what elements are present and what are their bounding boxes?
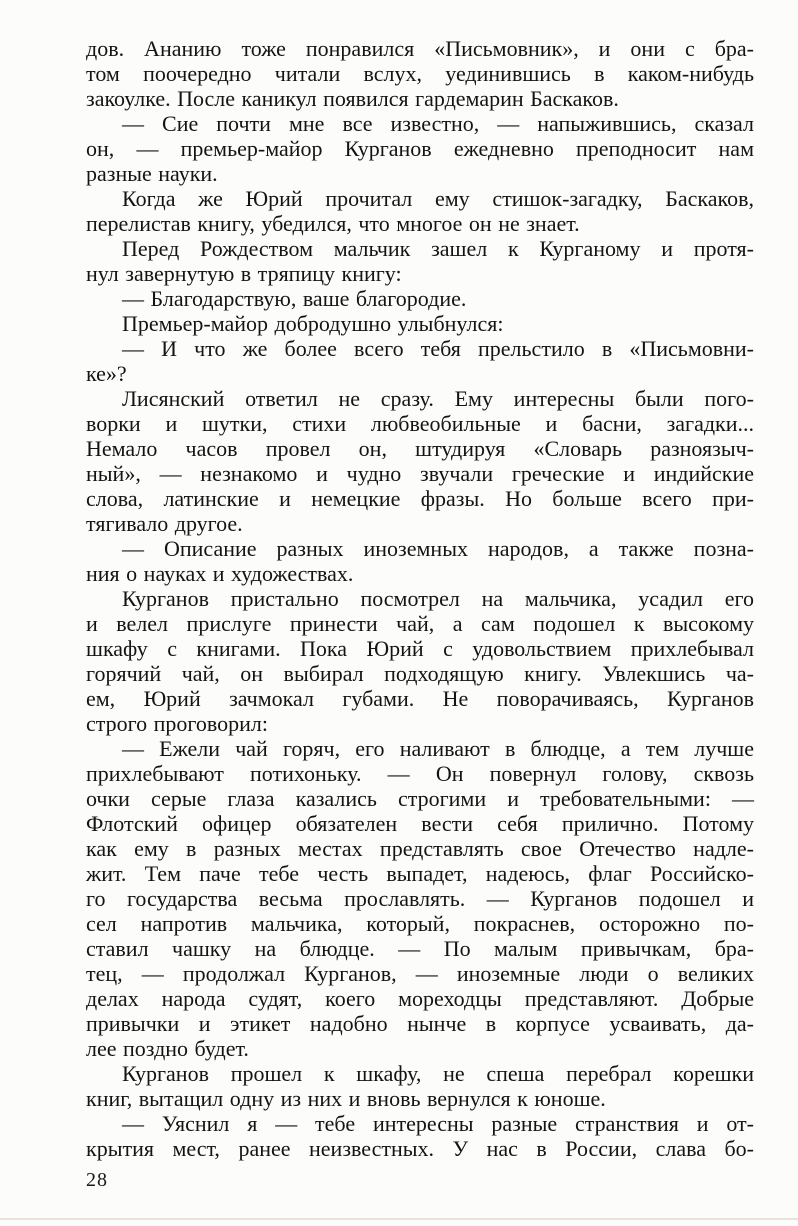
text-line: Курганов пристально посмотрел на мальчика, усадил его [122,586,754,611]
text-line: тягивало другое. [86,511,243,536]
text-line: Флотский офицер обязателен вести себя прилично. Потому [86,811,754,836]
text-line: делах народа судят, коего мореходцы представляют. Добрые [86,986,754,1011]
text-line: разные науки. [86,161,218,186]
text-line: Перед Рождеством мальчик зашел к Курганому и протя- [122,236,754,261]
page-number: 28 [86,1169,108,1191]
text-line: он, — премьер-майор Курганов ежедневно преподносит нам [86,136,754,161]
text-line: — И что же более всего тебя прельстило в «Письмовни- [122,336,754,361]
text-line: — Сие почти мне все известно, — напыжившись, сказал [122,111,754,136]
text-line: ворки и шутки, стихи любвеобильные и басни, загадки... [86,411,754,436]
text-line: очки серые глаза казались строгими и требовательными: — [86,786,754,811]
text-line: ке»? [86,361,127,386]
text-line: дов. Ананию тоже понравился «Письмовник», и они с бра- [86,36,754,61]
text-line: как ему в разных местах представлять свое Отечество надле- [86,836,754,861]
text-line: привычки и этикет надобно нынче в корпусе усваивать, да- [86,1011,754,1036]
text-line: слова, латинские и немецкие фразы. Но больше всего при- [86,486,754,511]
text-line: и велел прислуге принести чай, а сам подошел к высокому [86,611,754,636]
text-line: Немало часов провел он, штудируя «Словарь разноязыч- [86,436,754,461]
text-line: Лисянский ответил не сразу. Ему интересны были пого- [122,386,754,411]
text-line: закоулке. После каникул появился гардемарин Баскаков. [86,86,619,111]
text-line: Премьер-майор добродушно улыбнулся: [122,311,504,336]
text-line: перелистав книгу, убедился, что многое он не знает. [86,211,580,236]
text-line: шкафу с книгами. Пока Юрий с удовольствием прихлебывал [86,636,754,661]
body-text [86,36,754,1161]
text-line: сел напротив мальчика, который, покраснев, осторожно по- [86,911,754,936]
text-line: прихлебывают потихоньку. — Он повернул голову, сквозь [86,761,754,786]
text-line: го государства весьма прославлять. — Курганов подошел и [86,886,754,911]
text-line: ем, Юрий зачмокал губами. Не поворачиваясь, Курганов [86,686,754,711]
text-line: жит. Тем паче тебе честь выпадет, надеюсь, флаг Российско- [86,861,754,886]
text-line: — Ежели чай горяч, его наливают в блюдце, а тем лучше [122,736,754,761]
text-line: — Описание разных иноземных народов, а также позна- [122,536,754,561]
text-line: том поочередно читали вслух, уединившись в каком-нибудь [86,61,754,86]
text-line: крытия мест, ранее неизвестных. У нас в России, слава бо- [86,1136,754,1161]
text-line: книг, вытащил одну из них и вновь вернулся к юноше. [86,1086,606,1111]
text-line: Курганов прошел к шкафу, не спеша перебрал корешки [122,1061,754,1086]
text-line: — Благодарствую, ваше благородие. [122,286,467,311]
text-line: горячий чай, он выбирал подходящую книгу. Увлекшись ча- [86,661,754,686]
text-line: Когда же Юрий прочитал ему стишок-загадку, Баскаков, [122,186,754,211]
text-line: ния о науках и художествах. [86,561,354,586]
text-line: ный», — незнакомо и чудно звучали греческие и индийские [86,461,754,486]
text-line: строго проговорил: [86,711,268,736]
text-line: ставил чашку на блюдце. — По малым привычкам, бра- [86,936,754,961]
text-line: тец, — продолжал Курганов, — иноземные люди о великих [86,961,754,986]
text-line: лее поздно будет. [86,1036,249,1061]
scan-bottom-edge [0,1218,798,1220]
text-line: нул завернутую в тряпицу книгу: [86,261,402,286]
text-line: — Уяснил я — тебе интересны разные странствия и от- [122,1111,754,1136]
